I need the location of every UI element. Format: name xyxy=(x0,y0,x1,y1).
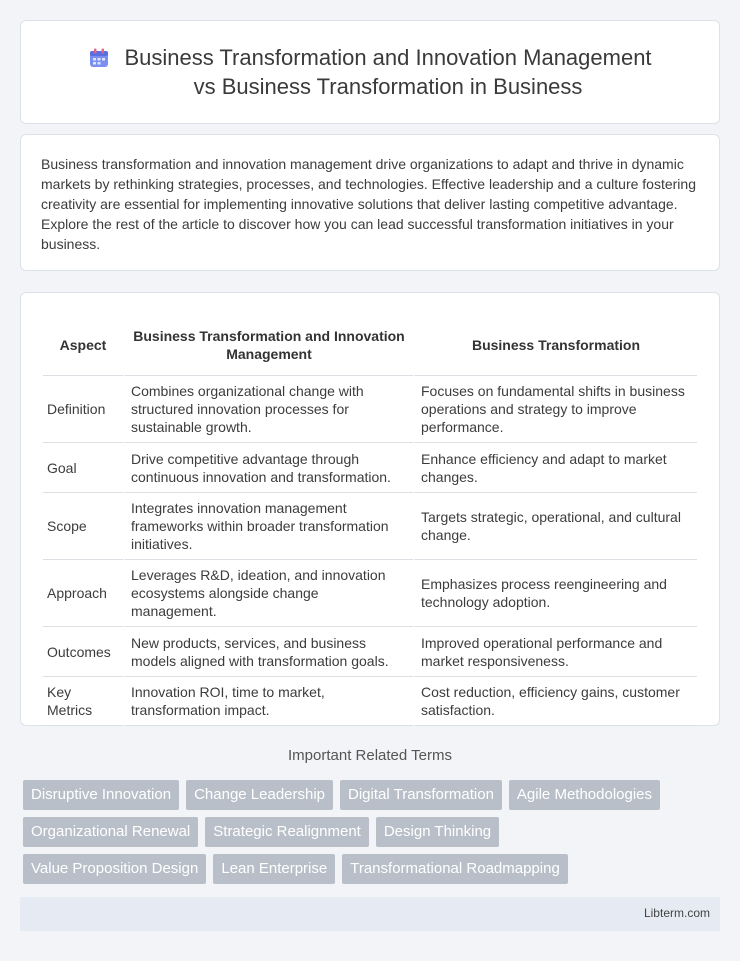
title-card xyxy=(20,20,720,124)
table-row xyxy=(43,627,697,677)
intro-card xyxy=(20,134,720,271)
comparison-card xyxy=(20,292,720,726)
page-title xyxy=(124,43,651,101)
row-col-b: Emphasizes process reengineering and technology adoption. xyxy=(413,560,697,627)
comparison-table xyxy=(43,313,697,726)
related-terms-list xyxy=(23,780,723,891)
related-terms-heading: Important Related Terms xyxy=(288,747,452,764)
term-chip[interactable]: Digital Transformation xyxy=(340,780,502,810)
page-title-line-2: vs Business Transformation in Business xyxy=(193,74,583,99)
term-chip[interactable]: Transformational Roadmapping xyxy=(342,854,568,884)
footer-bar xyxy=(20,897,720,931)
term-chip[interactable]: Change Leadership xyxy=(186,780,333,810)
row-col-a: Combines organizational change with structured innovation processes for sustainable growth. xyxy=(123,376,413,443)
row-col-a: Leverages R&D, ideation, and innovation ecosystems alongside change management. xyxy=(123,560,413,627)
row-col-a: New products, services, and business models aligned with transformation goals. xyxy=(123,627,413,677)
table-row xyxy=(43,376,697,443)
row-aspect: Approach xyxy=(43,560,123,627)
term-chip[interactable]: Lean Enterprise xyxy=(213,854,335,884)
row-col-b: Focuses on fundamental shifts in business operations and strategy to improve performance. xyxy=(413,376,697,443)
row-col-b: Cost reduction, efficiency gains, customer satisfaction. xyxy=(413,677,697,726)
table-row xyxy=(43,493,697,560)
page-title-line-1: Business Transformation and Innovation Management xyxy=(124,45,652,70)
row-aspect: Goal xyxy=(43,443,123,493)
row-col-b: Targets strategic, operational, and cultural change. xyxy=(413,493,697,560)
calendar-icon xyxy=(88,47,110,69)
table-header-row xyxy=(43,313,697,376)
footer-site-link[interactable]: Libterm.com xyxy=(643,906,710,920)
table-row xyxy=(43,443,697,493)
header-col-a: Business Transformation and Innovation Management xyxy=(123,313,413,376)
header-col-b: Business Transformation xyxy=(413,313,697,376)
table-row xyxy=(43,677,697,726)
row-col-b: Enhance efficiency and adapt to market changes. xyxy=(413,443,697,493)
term-chip[interactable]: Disruptive Innovation xyxy=(23,780,179,810)
intro-paragraph: Business transformation and innovation management drive organizations to adapt and thrive in dynamic markets by rethinking strategies, processes, and technologies. Effective leadership and a culture fostering creativity are essential for implementing innovative solutions that deliver lasting competitive advantage. Explore the rest of the article to discover how you can lead successful transformation initiatives in your business. xyxy=(41,156,696,252)
row-col-a: Drive competitive advantage through continuous innovation and transformation. xyxy=(123,443,413,493)
row-aspect: Definition xyxy=(43,376,123,443)
term-chip[interactable]: Agile Methodologies xyxy=(509,780,660,810)
row-col-b: Improved operational performance and market responsiveness. xyxy=(413,627,697,677)
row-aspect: Outcomes xyxy=(43,627,123,677)
table-row xyxy=(43,560,697,627)
row-col-a: Innovation ROI, time to market, transformation impact. xyxy=(123,677,413,726)
term-chip[interactable]: Strategic Realignment xyxy=(205,817,369,847)
term-chip[interactable]: Design Thinking xyxy=(376,817,499,847)
term-chip[interactable]: Value Proposition Design xyxy=(23,854,206,884)
row-aspect: Scope xyxy=(43,493,123,560)
row-col-a: Integrates innovation management frameworks within broader transformation initiatives. xyxy=(123,493,413,560)
header-aspect: Aspect xyxy=(43,313,123,376)
row-aspect: Key Metrics xyxy=(43,677,123,726)
term-chip[interactable]: Organizational Renewal xyxy=(23,817,198,847)
